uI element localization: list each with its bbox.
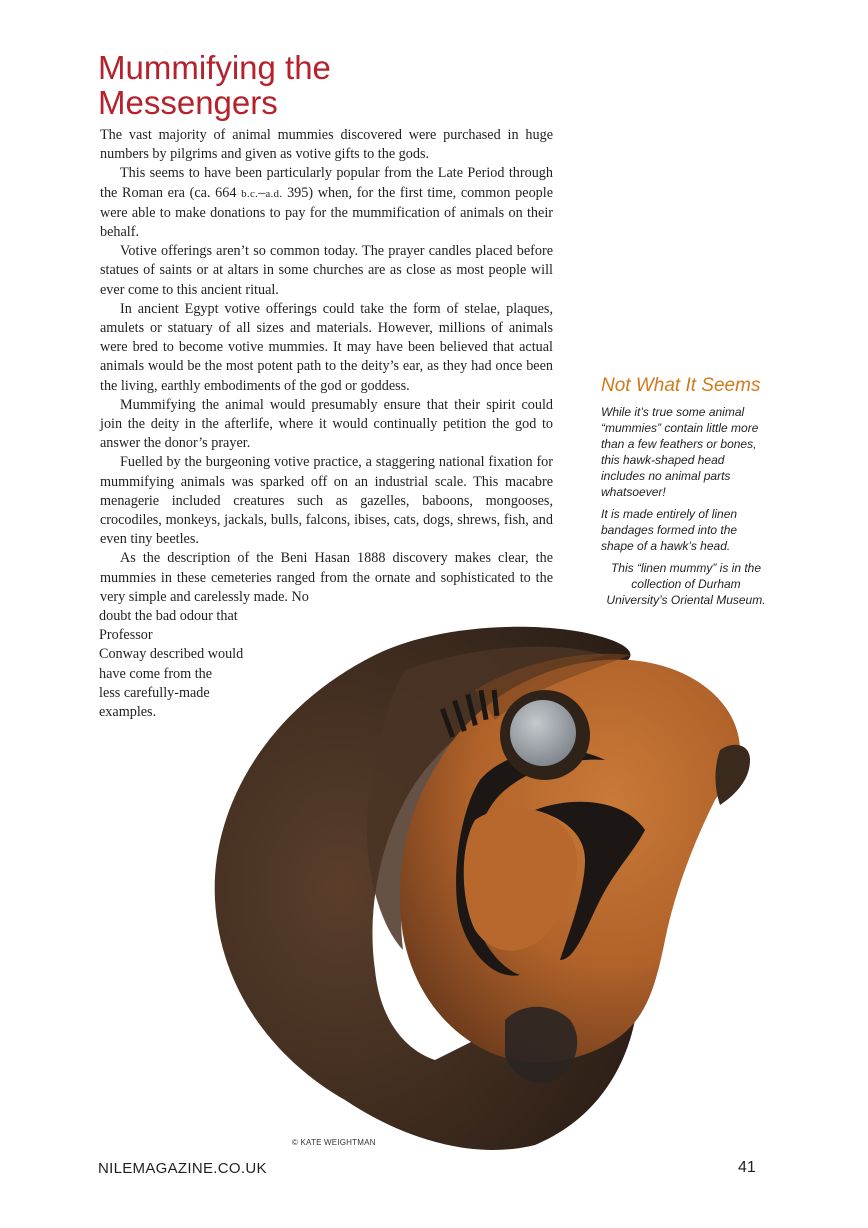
body-paragraph-2 bbox=[100, 164, 553, 242]
article-body bbox=[100, 126, 553, 607]
body-paragraph-2-end: 395) when, for the first time, common people were able to make donations to pay for the mummification of animals on their behalf. bbox=[100, 184, 553, 241]
page-number: 41 bbox=[738, 1159, 756, 1176]
beak bbox=[715, 745, 750, 805]
body-paragraph-6: Fuelled by the burgeoning votive practice, a staggering national fixation for mummifying animals was sparked off on an industrial scale. This macabre menagerie included creatures such as gazelles, baboons, mongooses, crocodiles, monkeys, jackals, bulls, falcons, ibises, cats, dogs, shrews, fish, and even tiny beetles. bbox=[100, 454, 553, 548]
era-ad: a.d. bbox=[265, 187, 283, 200]
wrap-line-4: less carefully-made bbox=[99, 684, 210, 701]
body-paragraph-5: Mummifying the animal would presumably ensure that their spirit could join the deity in the afterlife, where it would continually petition the god to answer the donor’s prayer. bbox=[100, 396, 553, 452]
body-paragraph-2-start: This seems to have been particularly popular from the Late Period through the Roman era (ca. 664 bbox=[100, 165, 553, 201]
eye-stone bbox=[510, 700, 576, 766]
photo-credit: © KATE WEIGHTMAN bbox=[292, 1138, 376, 1147]
article-title bbox=[98, 50, 558, 120]
title-line-1: Mummifying the bbox=[98, 49, 331, 86]
hawk-head-linen-mummy-photo bbox=[175, 600, 775, 1160]
era-bc: b.c. bbox=[241, 187, 259, 200]
body-paragraph-1: The vast majority of animal mummies discovered were purchased in huge numbers by pilgrims and given as votive gifts to the gods. bbox=[100, 127, 553, 163]
era-dash: – bbox=[258, 184, 266, 201]
sidebar-paragraph-2: It is made entirely of linen bandages formed into the shape of a hawk’s head. bbox=[601, 507, 738, 553]
body-paragraph-7: As the description of the Beni Hasan 1888 discovery makes clear, the mummies in these cemeteries ranged from the ornate and sophisticated to the very simple and carelessly made. No bbox=[100, 550, 553, 605]
wrap-line-2: Conway described would bbox=[99, 646, 244, 663]
body-paragraph-4: In ancient Egypt votive offerings could take the form of stelae, plaques, amulets or statuary of all sizes and materials. However, millions of animals were bred to become votive mummies. It may have been believed that actual animals would be the most potent path to the deity’s ear, as they had once been the living, earthly embodiments of the god or goddess. bbox=[100, 300, 553, 394]
wrap-line-5: examples. bbox=[99, 704, 157, 721]
body-paragraph-3: Votive offerings aren’t so common today. The prayer candles placed before statues of saints or at altars in some churches are as close as most people will ever come to this ancient ritual. bbox=[100, 243, 553, 298]
title-line-2: Messengers bbox=[98, 84, 278, 121]
sidebar-paragraph-1: While it’s true some animal “mummies” contain little more than a few feathers or bones, this hawk-shaped head includes no animal parts whatsoever! bbox=[601, 405, 759, 499]
footer-site-name: NILEMAGAZINE.CO.UK bbox=[98, 1160, 267, 1177]
sidebar-heading: Not What It Seems bbox=[601, 375, 761, 396]
sidebar-paragraph-3: This “linen mummy” is in the collection of Durham University’s Oriental Museum. bbox=[606, 561, 766, 607]
sidebar bbox=[601, 374, 771, 614]
wrap-line-1: doubt the bad odour that Professor bbox=[99, 608, 238, 644]
wrap-line-3: have come from the bbox=[99, 665, 213, 682]
